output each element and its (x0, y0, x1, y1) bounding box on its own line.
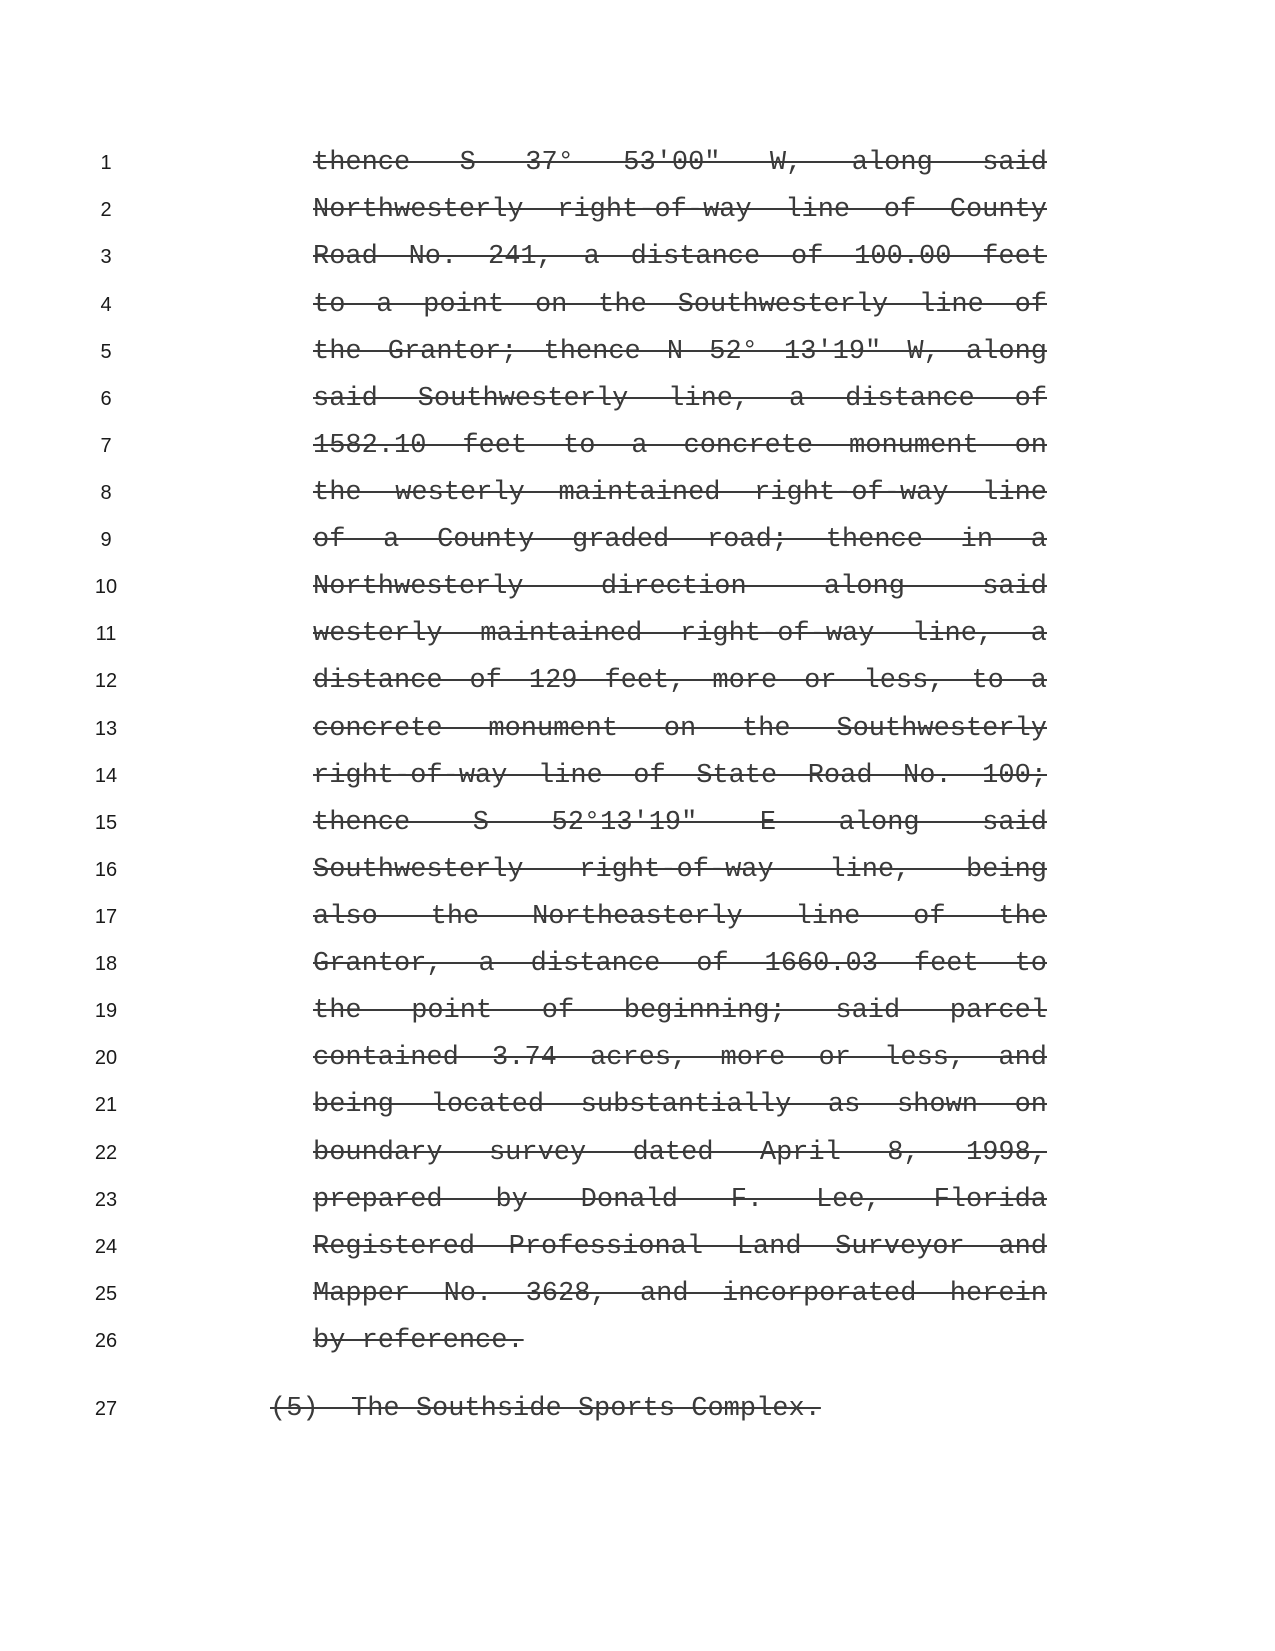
document-line (0, 808, 1275, 838)
document-line (0, 1279, 1275, 1309)
document-line (0, 148, 1275, 178)
line-text: Mapper No. 3628, and incorporated herein (313, 1279, 1047, 1309)
document-line (0, 1326, 1275, 1356)
line-number: 21 (94, 1094, 118, 1116)
line-text: by reference. (313, 1326, 524, 1356)
line-text: Road No. 241, a distance of 100.00 feet (313, 242, 1047, 272)
document-line (0, 478, 1275, 508)
document-line (0, 619, 1275, 649)
line-text: of a County graded road; thence in a (313, 525, 1047, 555)
line-text: distance of 129 feet, more or less, to a (313, 666, 1047, 696)
line-number: 25 (94, 1283, 118, 1305)
line-text: to a point on the Southwesterly line of (313, 290, 1047, 320)
document-line (0, 1185, 1275, 1215)
line-text: the point of beginning; said parcel (313, 996, 1047, 1026)
line-text: said Southwesterly line, a distance of (313, 384, 1047, 414)
line-number: 17 (94, 906, 118, 928)
line-number: 2 (100, 199, 112, 221)
document-line (0, 1232, 1275, 1262)
line-text: the Grantor; thence N 52° 13′19″ W, along (313, 337, 1047, 367)
line-number: 20 (94, 1047, 118, 1069)
line-text: being located substantially as shown on (313, 1090, 1047, 1120)
line-number: 13 (94, 718, 118, 740)
line-number: 18 (94, 953, 118, 975)
line-number: 14 (94, 765, 118, 787)
line-number: 10 (94, 576, 118, 598)
document-line (0, 902, 1275, 932)
document-line (0, 195, 1275, 225)
line-number: 23 (94, 1189, 118, 1211)
line-number: 26 (94, 1330, 118, 1352)
line-text: concrete monument on the Southwesterly (313, 714, 1047, 744)
line-number: 11 (95, 623, 117, 645)
line-text: Northwesterly direction along said (313, 572, 1047, 602)
document-line (0, 1043, 1275, 1073)
line-text: right-of-way line of State Road No. 100; (313, 761, 1047, 791)
line-number: 24 (94, 1236, 118, 1258)
line-number: 19 (94, 1000, 118, 1022)
line-number: 12 (94, 670, 118, 692)
document-line (0, 572, 1275, 602)
document-line (0, 761, 1275, 791)
document-line (0, 1394, 1275, 1424)
line-text: contained 3.74 acres, more or less, and (313, 1043, 1047, 1073)
line-text: 1582.10 feet to a concrete monument on (313, 431, 1047, 461)
document-line (0, 1138, 1275, 1168)
line-text: prepared by Donald F. Lee, Florida (313, 1185, 1047, 1215)
document-line (0, 949, 1275, 979)
line-number: 4 (100, 294, 112, 316)
line-number: 7 (100, 435, 112, 457)
line-number: 6 (100, 388, 112, 410)
line-number: 3 (100, 246, 112, 268)
line-number: 16 (94, 859, 118, 881)
line-text: boundary survey dated April 8, 1998, (313, 1138, 1047, 1168)
line-text: Southwesterly right-of-way line, being (313, 855, 1047, 885)
document-line (0, 337, 1275, 367)
document-line (0, 714, 1275, 744)
document-line (0, 290, 1275, 320)
document-line (0, 384, 1275, 414)
line-number: 1 (100, 152, 112, 174)
document-line (0, 855, 1275, 885)
line-text: the westerly maintained right-of-way line (313, 478, 1047, 508)
line-text: also the Northeasterly line of the (313, 902, 1047, 932)
line-text: Grantor, a distance of 1660.03 feet to (313, 949, 1047, 979)
document-line (0, 431, 1275, 461)
line-text: westerly maintained right-of-way line, a (313, 619, 1047, 649)
document-line (0, 996, 1275, 1026)
document-line (0, 666, 1275, 696)
line-text: (5) The Southside Sports Complex. (270, 1394, 821, 1424)
line-number: 27 (94, 1398, 118, 1420)
line-text: thence S 52°13′19″ E along said (313, 808, 1047, 838)
line-text: Registered Professional Land Surveyor and (313, 1232, 1047, 1262)
line-number: 5 (100, 341, 112, 363)
line-number: 15 (94, 812, 118, 834)
document-line (0, 242, 1275, 272)
document-line (0, 525, 1275, 555)
line-number: 8 (100, 482, 112, 504)
line-text: thence S 37° 53′00″ W, along said (313, 148, 1047, 178)
document-line (0, 1090, 1275, 1120)
line-number: 9 (100, 529, 112, 551)
line-number: 22 (94, 1142, 118, 1164)
line-text: Northwesterly right-of-way line of County (313, 195, 1047, 225)
